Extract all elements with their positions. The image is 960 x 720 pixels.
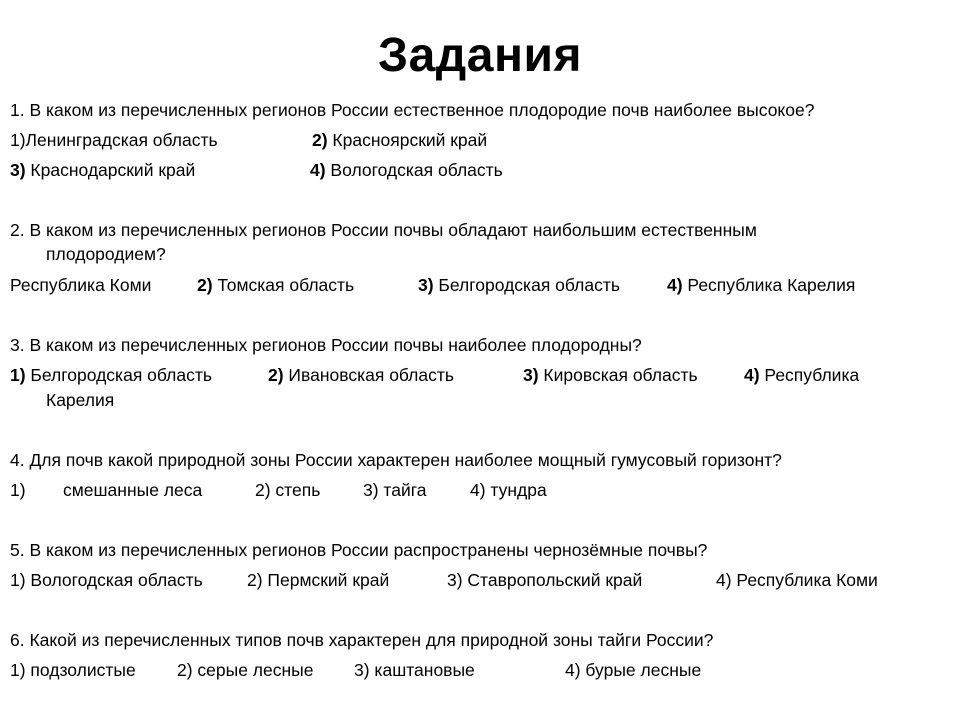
q4-option-4: 4) тундра: [470, 480, 547, 500]
question-6-options: [10, 659, 702, 681]
q6-option-1: 1) подзолистые: [10, 660, 136, 680]
question-2-text-line-2: плодородием?: [46, 244, 166, 264]
question-4-text: 4. Для почв какой природной зоны России характерен наиболее мощный гумусовый горизонт?: [10, 450, 782, 470]
q2-option-1: Республика Коми: [10, 275, 152, 295]
question-2-options: [10, 274, 856, 296]
q1-option-4: 4) Вологодская область: [310, 160, 503, 180]
q1-option-1: 1)Ленинградская область: [10, 130, 218, 150]
q4-option-2: 2) степь: [255, 480, 321, 500]
question-5-text: 5. В каком из перечисленных регионов России распространены чернозёмные почвы?: [10, 540, 708, 560]
question-5-options: [10, 569, 878, 591]
q5-option-4: 4) Республика Коми: [716, 570, 878, 590]
question-1-text: 1. В каком из перечисленных регионов России естественное плодородие почв наиболее высокое?: [10, 100, 815, 120]
q5-option-2: 2) Пермский край: [247, 570, 390, 590]
q3-option-4-continuation: Карелия: [46, 390, 115, 410]
q3-option-2: 2) Ивановская область: [268, 365, 454, 385]
q1-option-2: 2) Красноярский край: [312, 130, 488, 150]
q4-option-1: смешанные леса: [63, 480, 203, 500]
question-6-text: 6. Какой из перечисленных типов почв характерен для природной зоны тайги России?: [10, 630, 714, 650]
page-title: Задания: [378, 29, 582, 82]
question-4-options: [10, 479, 547, 501]
q3-option-4: 4) Республика: [744, 365, 860, 385]
q5-option-3: 3) Ставропольский край: [447, 570, 643, 590]
q6-option-2: 2) серые лесные: [177, 660, 314, 680]
question-3-options: [10, 364, 860, 386]
q6-option-4: 4) бурые лесные: [565, 660, 702, 680]
q2-option-2: 2) Томская область: [197, 275, 355, 295]
q3-option-3: 3) Кировская область: [523, 365, 698, 385]
q5-option-1: 1) Вологодская область: [10, 570, 203, 590]
question-1-options-row-2: [10, 159, 503, 181]
question-2-text-line-1: 2. В каком из перечисленных регионов России почвы обладают наибольшим естественным: [10, 220, 757, 240]
q1-option-3: 3) Краснодарский край: [10, 160, 196, 180]
q2-option-4: 4) Республика Карелия: [667, 275, 856, 295]
q4-option-3: 3) тайга: [363, 480, 427, 500]
question-1-options-row-1: [10, 129, 488, 151]
q4-option-1-number: 1): [10, 480, 26, 500]
q3-option-1: 1) Белгородская область: [10, 365, 212, 385]
q6-option-3: 3) каштановые: [354, 660, 475, 680]
q2-option-3: 3) Белгородская область: [418, 275, 620, 295]
question-3-text: 3. В каком из перечисленных регионов России почвы наиболее плодородны?: [10, 335, 642, 355]
